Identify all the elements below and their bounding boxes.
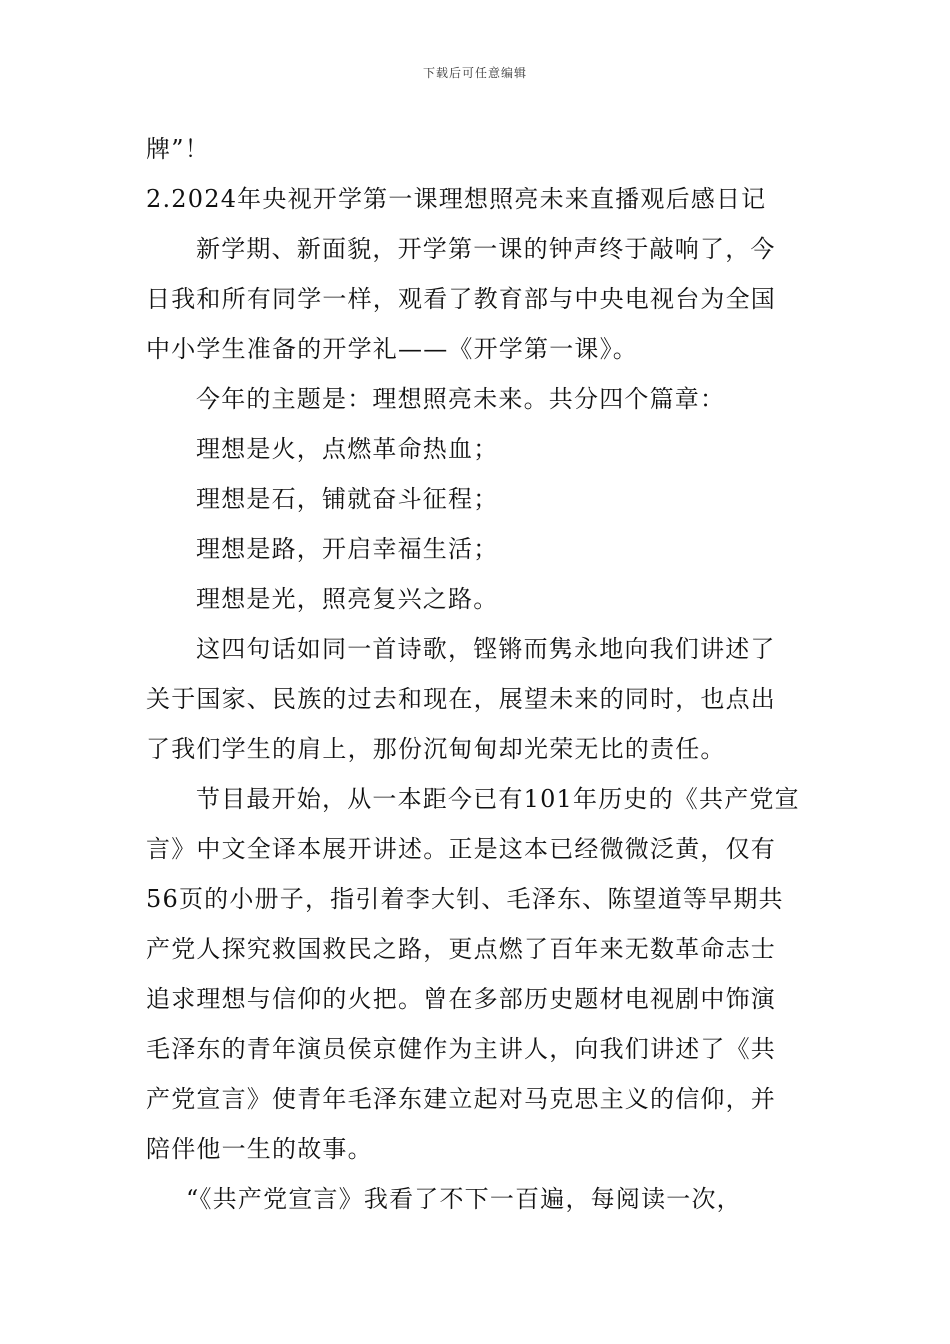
text-line: “《共产党宣言》我看了不下一百遍，每阅读一次， (186, 1185, 742, 1213)
text-line: 2.2024年央视开学第一课理想照亮未来直播观后感日记 (146, 185, 767, 213)
text-line: 理想是火，点燃革命热血； (196, 435, 499, 463)
text-line: 理想是光，照亮复兴之路。 (196, 585, 499, 613)
text-line: 中小学生准备的开学礼——《开学第一课》。 (146, 335, 638, 363)
text-line: 日我和所有同学一样，观看了教育部与中央电视台为全国 (146, 285, 776, 313)
text-line: 毛泽东的青年演员侯京健作为主讲人，向我们讲述了《共 (146, 1035, 776, 1063)
text-line: 追求理想与信仰的火把。曾在多部历史题材电视剧中饰演 (146, 985, 776, 1013)
text-line: 今年的主题是：理想照亮未来。共分四个篇章： (196, 385, 726, 413)
text-line: 关于国家、民族的过去和现在，展望未来的同时，也点出 (146, 685, 776, 713)
text-line: 了我们学生的肩上，那份沉甸甸却光荣无比的责任。 (146, 735, 726, 763)
text-line: 理想是石，铺就奋斗征程； (196, 485, 499, 513)
page-header: 下载后可任意编辑 (422, 66, 527, 80)
text-line: 产党宣言》使青年毛泽东建立起对马克思主义的信仰，并 (146, 1085, 776, 1113)
text-line: 陪伴他一生的故事。 (146, 1135, 373, 1163)
text-line: 节目最开始，从一本距今已有101年历史的《共产党宣 (196, 785, 800, 813)
text-line: 这四句话如同一首诗歌，铿锵而隽永地向我们讲述了 (196, 635, 776, 663)
text-line: 新学期、新面貌，开学第一课的钟声终于敲响了，今 (196, 235, 776, 263)
text-line: 理想是路，开启幸福生活； (196, 535, 499, 563)
text-line: 产党人探究救国救民之路，更点燃了百年来无数革命志士 (146, 935, 776, 963)
text-line: 言》中文全译本展开讲述。正是这本已经微微泛黄，仅有 (146, 835, 776, 863)
text-line: 56页的小册子，指引着李大钊、毛泽东、陈望道等早期共 (146, 885, 784, 913)
document-body (146, 124, 808, 1224)
text-line: 牌”！ (146, 135, 210, 163)
